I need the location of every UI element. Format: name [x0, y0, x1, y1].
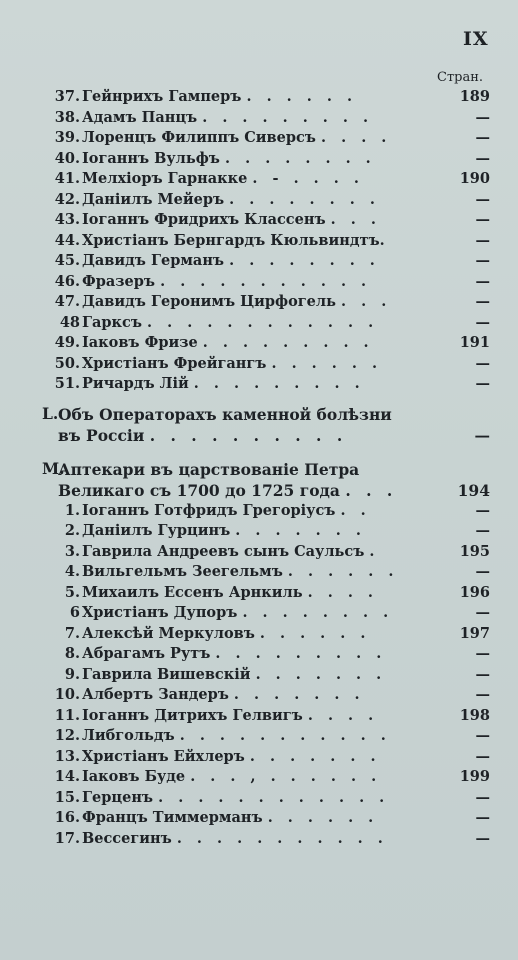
entry-number: 14.: [54, 768, 80, 785]
entry-page: 196: [459, 583, 490, 601]
toc-entry: [54, 808, 498, 829]
toc-entry: [58, 521, 498, 542]
entry-name: Даніилъ Мейеръ: [82, 190, 225, 208]
entry-page: —: [475, 563, 490, 580]
toc-entry: [54, 210, 498, 231]
entry-page: 195: [459, 542, 490, 560]
entry-page: —: [475, 108, 490, 126]
entry-name: Іоганнъ Дитрихъ Гелвигъ: [82, 706, 303, 724]
entry-number: 4.: [64, 563, 80, 580]
entry-name: Албертъ Зандеръ: [82, 686, 229, 703]
entry-number: 46.: [54, 272, 80, 290]
entry-page: —: [475, 788, 490, 806]
entry-number: 2.: [64, 522, 80, 539]
entry-leader: . . . .: [307, 706, 379, 724]
entry-leader: . . .: [341, 293, 392, 310]
entry-number: 3.: [64, 542, 80, 560]
entry-number: 37.: [54, 88, 80, 105]
entry-name: Вильгельмъ Зеегельмъ: [82, 563, 283, 580]
entry-name: Лоренцъ Филиппъ Сиверсъ: [82, 129, 316, 146]
toc-entry: [58, 665, 498, 686]
entry-leader: . . . . . . . . . . .: [179, 727, 391, 744]
entry-name: Іоганнъ Готфридъ Грегоріусъ: [82, 501, 336, 519]
entry-leader: . . . . . . . .: [229, 190, 380, 208]
entry-page: 199: [459, 768, 490, 785]
toc-entry: [58, 624, 498, 645]
entry-leader: . . . . . . . .: [225, 149, 376, 167]
toc-entry: [54, 190, 498, 211]
entry-number: 15.: [54, 788, 80, 806]
entry-leader: . . . . . . . . .: [215, 645, 387, 662]
entry-page: —: [475, 645, 490, 662]
entry-leader: . . . .: [307, 583, 378, 601]
table-of-contents: [42, 87, 498, 849]
entry-leader: . . . . . . . . . . . .: [158, 788, 390, 806]
entry-page: —: [475, 293, 490, 310]
entry-name: Іоганнъ Фридрихъ Классенъ: [82, 211, 326, 228]
entry-page: —: [475, 231, 490, 249]
entry-leader: . . . . . . . . .: [193, 375, 365, 392]
entry-name: Фразеръ: [82, 272, 156, 290]
entry-number: 50.: [54, 354, 80, 372]
entry-page: —: [475, 522, 490, 539]
page-number: IX: [463, 28, 489, 50]
entry-name: Давидъ Германъ: [82, 252, 225, 269]
toc-entry: [58, 542, 498, 563]
toc-entry: [54, 108, 498, 129]
entry-page: —: [475, 501, 490, 519]
entry-leader: . . . . . .: [267, 809, 379, 826]
toc-entry: [58, 501, 498, 522]
entry-leader: . . . . . . . . . . . .: [147, 313, 379, 331]
entry-page: 191: [459, 334, 490, 351]
entry-name: Либгольдъ: [82, 727, 175, 744]
toc-entry: [54, 292, 498, 313]
entry-number: 16.: [54, 809, 80, 826]
entry-page: 190: [459, 170, 490, 187]
entry-name: Гейнрихъ Гамперъ: [82, 88, 242, 105]
entry-name: Іаковъ Фризе: [82, 334, 198, 351]
entry-page: —: [475, 211, 490, 228]
entry-number: 1.: [64, 501, 80, 519]
entry-number: 41.: [54, 170, 80, 187]
entry-name: Даніилъ Гурцинъ: [82, 522, 231, 539]
entry-number: 48: [59, 313, 80, 331]
entry-name: Ричардъ Лій: [82, 375, 189, 392]
toc-entry: [54, 87, 498, 108]
entry-name: Іаковъ Буде: [82, 768, 186, 785]
toc-entry: [54, 767, 498, 788]
entry-list-b: [54, 501, 498, 850]
section-l-title-line2: въ Россіи: [58, 425, 145, 445]
entry-number: 12.: [54, 727, 80, 744]
toc-entry: [54, 374, 498, 395]
toc-entry: [54, 272, 498, 293]
entry-page: —: [475, 747, 490, 765]
entry-number: 47.: [54, 293, 80, 310]
section-l-page: —: [474, 425, 490, 445]
toc-entry: [54, 149, 498, 170]
section-m: [42, 458, 498, 501]
toc-entry: [54, 706, 498, 727]
toc-entry: [58, 562, 498, 583]
entry-page: —: [475, 313, 490, 331]
entry-page: —: [475, 829, 490, 847]
entry-name: Христіанъ Фрейгангъ: [82, 354, 267, 372]
toc-entry: [54, 726, 498, 747]
toc-entry: [54, 128, 498, 149]
entry-name: Мелхіоръ Гарнакке: [82, 170, 248, 187]
entry-page: —: [475, 665, 490, 683]
entry-number: 39.: [54, 129, 80, 146]
entry-leader: . . . .: [321, 129, 392, 146]
entry-name: Михаилъ Ессенъ Арнкиль: [82, 583, 303, 601]
entry-page: —: [475, 604, 490, 621]
toc-entry: [54, 685, 498, 706]
entry-list-a: [54, 87, 498, 395]
entry-leader: . . . . . . . . .: [202, 108, 374, 126]
section-m-page: 194: [457, 480, 490, 500]
section-m-leader: . . .: [345, 480, 398, 500]
entry-page: —: [475, 809, 490, 826]
toc-entry: [58, 603, 498, 624]
entry-number: 9.: [64, 665, 80, 683]
entry-page: —: [475, 149, 490, 167]
entry-name: Вессегинъ: [82, 829, 172, 847]
toc-entry: [58, 313, 498, 334]
entry-leader: . . . . . .: [246, 88, 358, 105]
entry-name: Францъ Тиммерманъ: [82, 809, 263, 826]
entry-name: Гаврила Вишевскій: [82, 665, 251, 683]
entry-page: —: [475, 252, 490, 269]
entry-name: Гарксъ: [82, 313, 142, 331]
entry-number: 5.: [64, 583, 80, 601]
section-m-title-line2: Великаго съ 1700 до 1725 года: [58, 480, 340, 500]
toc-entry: [54, 231, 498, 252]
section-m-title-line1: Аптекари въ царствованіе Петра: [58, 459, 360, 479]
section-l-title-line1: Объ Операторахъ каменной болѣзни: [58, 404, 392, 424]
toc-entry: [58, 583, 498, 604]
toc-entry: [54, 169, 498, 190]
toc-entry: [54, 747, 498, 768]
entry-name: Христіанъ Ейхлеръ: [82, 747, 245, 765]
entry-name: Христіанъ Бернгардъ Кюльвиндтъ.: [82, 231, 385, 249]
section-l: [42, 403, 498, 446]
entry-page: —: [475, 190, 490, 208]
section-l-leader: . . . . . . . . . .: [149, 425, 348, 445]
entry-number: 11.: [54, 706, 80, 724]
section-m-letter: M.: [42, 458, 65, 478]
entry-number: 45.: [54, 252, 80, 269]
entry-name: Герценъ: [82, 788, 154, 806]
entry-leader: . . . . . . .: [235, 522, 366, 539]
entry-number: 42.: [54, 190, 80, 208]
entry-number: 17.: [54, 829, 80, 847]
entry-leader: . . . . . .: [271, 354, 383, 372]
entry-number: 44.: [54, 231, 80, 249]
toc-entry: [54, 829, 498, 850]
section-l-letter: L.: [42, 403, 59, 423]
entry-number: 43.: [54, 211, 80, 228]
entry-number: 40.: [54, 149, 80, 167]
entry-name: Адамъ Панцъ: [82, 108, 198, 126]
entry-page: 198: [459, 706, 490, 724]
entry-leader: . . .: [330, 211, 381, 228]
entry-name: Абрагамъ Рутъ: [82, 645, 211, 662]
entry-leader: . . . . . . .: [255, 665, 387, 683]
entry-number: 8.: [64, 645, 80, 662]
entry-name: Іоганнъ Вульфъ: [82, 149, 220, 167]
entry-number: 13.: [54, 747, 80, 765]
entry-page: —: [475, 272, 490, 290]
entry-number: 49.: [54, 334, 80, 351]
toc-entry: [54, 788, 498, 809]
entry-name: Христіанъ Дупоръ: [82, 604, 238, 621]
entry-leader: . . . , . . . . . .: [190, 768, 382, 785]
entry-leader: . . . . . .: [287, 563, 399, 580]
entry-page: —: [475, 129, 490, 146]
entry-leader: . . . . . . .: [249, 747, 381, 765]
entry-leader: . . . . . .: [259, 624, 371, 642]
entry-name: Гаврила Андреевъ сынъ Саульсъ: [82, 542, 365, 560]
entry-leader: . . . . . . .: [233, 686, 365, 703]
toc-entry: [58, 644, 498, 665]
entry-page: —: [475, 375, 490, 392]
entry-page: 197: [459, 624, 490, 642]
entry-leader: . . . . . . . .: [229, 252, 380, 269]
entry-leader: . .: [340, 501, 371, 519]
entry-leader: . - . . . .: [252, 170, 364, 187]
toc-entry: [54, 251, 498, 272]
entry-number: 38.: [54, 108, 80, 126]
entry-leader: . . . . . . . . . . .: [176, 829, 388, 847]
entry-name: Давидъ Геронимъ Цирфогель: [82, 293, 336, 310]
page-column-label: Стран.: [437, 70, 484, 85]
entry-leader: . . . . . . . . . . .: [160, 272, 372, 290]
entry-number: 7.: [64, 624, 80, 642]
toc-entry: [54, 333, 498, 354]
entry-page: —: [475, 354, 490, 372]
entry-page: 189: [459, 88, 490, 105]
entry-number: 6: [69, 604, 80, 621]
entry-leader: . . . . . . . . .: [202, 334, 374, 351]
entry-number: 10.: [54, 686, 80, 703]
entry-leader: . . . . . . . .: [242, 604, 394, 621]
toc-entry: [54, 354, 498, 375]
entry-leader: .: [369, 542, 380, 560]
entry-name: Алексѣй Меркуловъ: [82, 624, 255, 642]
entry-number: 51.: [54, 375, 80, 392]
entry-page: —: [475, 727, 490, 744]
entry-page: —: [475, 686, 490, 703]
